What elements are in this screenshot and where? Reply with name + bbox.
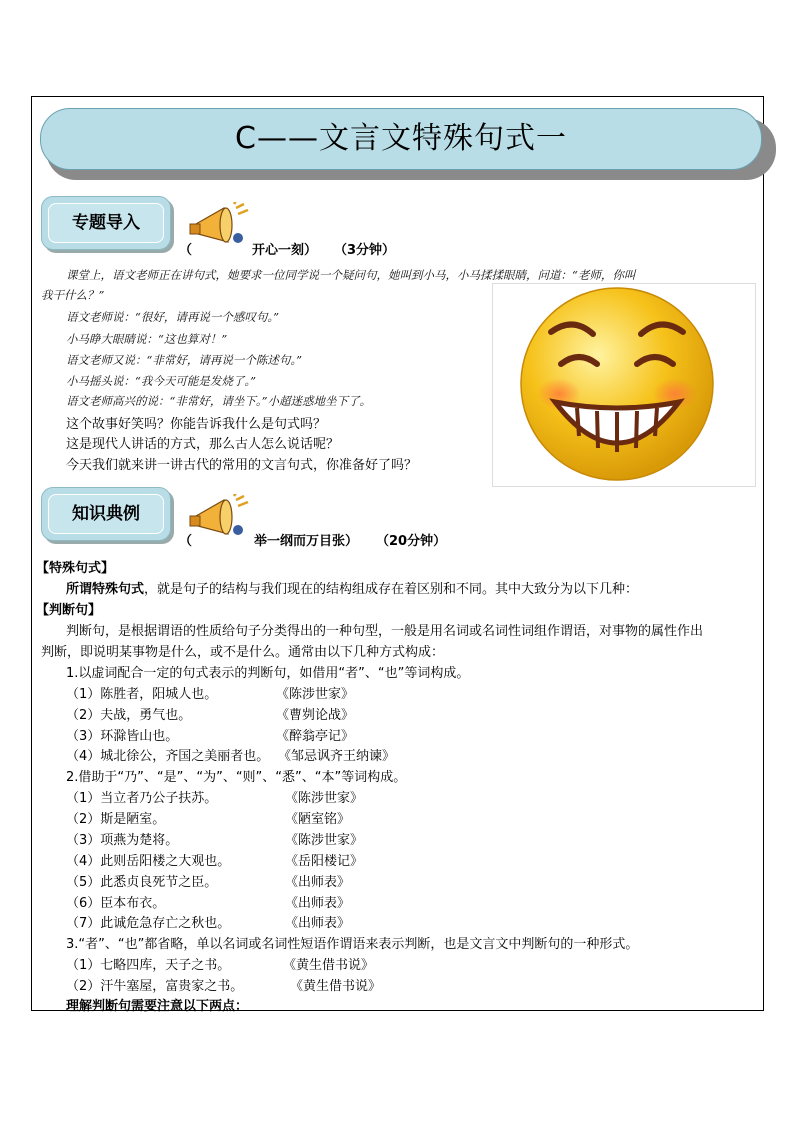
- example-row: （3）环滁皆山也。: [66, 729, 179, 744]
- example-source: 《出师表》: [285, 916, 351, 931]
- smiley-image: [492, 283, 756, 487]
- section-tab-knowledge: [41, 487, 171, 541]
- example-row: （1）当立者乃公子扶苏。: [66, 791, 218, 806]
- example-source: 《陈涉世家》: [276, 687, 355, 702]
- example-row: （5）此悉贞良死节之臣。: [66, 875, 218, 890]
- example-source: 《曹刿论战》: [276, 708, 355, 723]
- story-line: 语文老师高兴的说：“非常好，请坐下。”小超迷惑地坐下了。: [66, 394, 372, 408]
- rule-2: 2.借助于“乃”、“是”、“为”、“则”、“悉”、“本”等词构成。: [66, 770, 407, 785]
- story-line: 小马睁大眼睛说：“这也算对！”: [66, 332, 228, 346]
- story-line: 语文老师说：“很好，请再说一个感叹句。”: [66, 310, 280, 324]
- question-line: 这个故事好笑吗？你能告诉我什么是句式吗？: [66, 417, 327, 432]
- example-row: （1）陈胜者，阳城人也。: [66, 687, 218, 702]
- example-row: （7）此诚危急存亡之秋也。: [66, 916, 231, 931]
- subtitle-time: （3分钟）: [334, 243, 396, 258]
- rule-3: 3.“者”、“也”都省略，单以名词或名词性短语作谓语来表示判断，也是文言文中判断句的一种形式。: [66, 937, 639, 952]
- special-para: [66, 578, 638, 597]
- example-row: （2）斯是陋室。: [66, 812, 166, 827]
- example-row: （3）项燕为楚将。: [66, 833, 179, 848]
- example-source: 《陋室铭》: [285, 812, 351, 827]
- example-source: 《黄生借书说》: [283, 958, 375, 973]
- story-line: 课堂上，语文老师正在讲句式，她要求一位同学说一个疑问句，她叫到小马，小马揉揉眼睛，问道：“老师，你叫: [66, 268, 636, 282]
- example-source: 《出师表》: [285, 875, 351, 890]
- judge-def: 判断句，是根据谓语的性质给句子分类得出的一种句型，一般是用名词或名词性词组作谓语，对事物的属性作出: [66, 624, 704, 639]
- judge-def: 判断，即说明某事物是什么，或不是什么。通常由以下几种方式构成：: [41, 645, 445, 660]
- example-source: 《岳阳楼记》: [285, 854, 364, 869]
- rule-1: 1.以虚词配合一定的句式表示的判断句，如借用“者”、“也”等词构成。: [66, 666, 470, 681]
- subtitle-open: （: [179, 243, 193, 258]
- example-source: 《陈涉世家》: [285, 791, 364, 806]
- subtitle-time: （20分钟）: [376, 534, 447, 549]
- subtitle-open: （: [179, 534, 193, 549]
- note-heading: 理解判断句需要注意以下两点：: [66, 999, 249, 1014]
- subtitle-name: 举一纲而万目张）: [254, 534, 359, 549]
- example-row: （1）七略四库，天子之书。: [66, 958, 231, 973]
- subtitle-name: 开心一刻）: [252, 243, 318, 258]
- section-tab-label: 知识典例: [72, 504, 140, 524]
- story-line: 语文老师又说：“非常好，请再说一个陈述句。”: [66, 353, 303, 367]
- story-line: 我干什么？”: [41, 288, 105, 302]
- example-row: （4）城北徐公，齐国之美丽者也。: [66, 749, 270, 764]
- question-line: 这是现代人讲话的方式，那么古人怎么说话呢？: [66, 437, 340, 452]
- question-line: 今天我们就来讲一讲古代的常用的文言句式，你准备好了吗？: [66, 458, 418, 473]
- heading-special: 【特殊句式】: [36, 561, 115, 576]
- section-tab-label: 专题导入: [72, 213, 140, 233]
- megaphone-icon: [186, 202, 252, 248]
- example-row: （6）臣本布衣。: [66, 896, 166, 911]
- megaphone-icon: [186, 494, 252, 540]
- example-source: 《陈涉世家》: [285, 833, 364, 848]
- example-source: 《醉翁亭记》: [276, 729, 355, 744]
- example-row: （4）此则岳阳楼之大观也。: [66, 854, 231, 869]
- section-tab-intro: [41, 196, 171, 250]
- story-line: 小马摇头说：“我今天可能是发烧了。”: [66, 374, 257, 388]
- special-lead: 所谓特殊句式: [66, 582, 145, 597]
- example-source: 《邹忌讽齐王纳谏》: [278, 749, 396, 764]
- example-row: （2）汗牛塞屋，富贵家之书。: [66, 979, 244, 994]
- heading-judge: 【判断句】: [36, 603, 102, 618]
- special-rest: ，就是句子的结构与我们现在的结构组成存在着区别和不同。其中大致分为以下几种：: [144, 582, 639, 597]
- example-source: 《黄生借书说》: [290, 979, 382, 994]
- example-row: （2）夫战，勇气也。: [66, 708, 192, 723]
- example-source: 《出师表》: [285, 896, 351, 911]
- page-title: C——文言文特殊句式一: [235, 121, 567, 156]
